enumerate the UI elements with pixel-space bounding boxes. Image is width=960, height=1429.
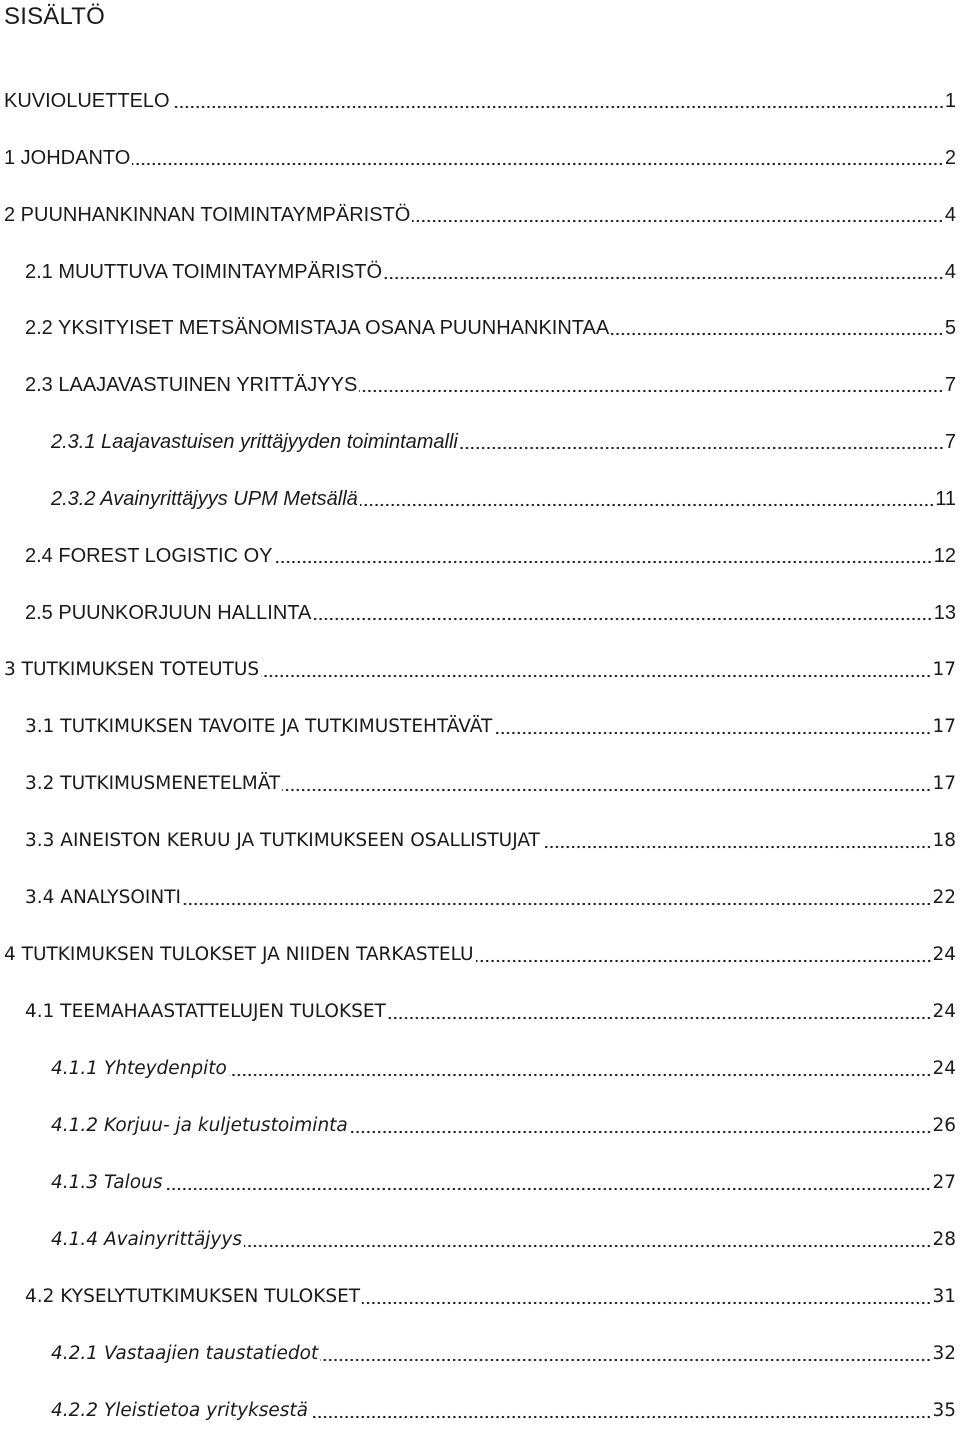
- toc-entry-page: 32: [932, 1343, 956, 1364]
- toc-entry-label: 4.2.2 Yleistietoa yrityksestä: [51, 1400, 308, 1421]
- toc-leader-dots: [274, 560, 932, 564]
- toc-leader-dots: [362, 1301, 931, 1305]
- toc-entry-page: 22: [932, 887, 956, 908]
- toc-entry: [25, 881, 956, 911]
- toc-entry-label: 3.2 TUTKIMUSMENETELMÄT: [25, 773, 281, 794]
- toc-entry-page: 7: [944, 374, 956, 396]
- toc-entry: [51, 1052, 956, 1082]
- toc-entry: [25, 255, 956, 285]
- toc-entry: [25, 539, 956, 569]
- toc-entry: [4, 198, 956, 228]
- toc-entry-page: 24: [932, 1058, 956, 1079]
- toc-entry: [51, 482, 956, 512]
- toc-leader-dots: [350, 1130, 932, 1134]
- toc-leader-dots: [320, 1358, 931, 1362]
- toc-entry: [4, 141, 956, 171]
- toc-entry-page: 35: [932, 1400, 956, 1421]
- toc-entry: [25, 824, 956, 854]
- toc-leader-dots: [384, 276, 944, 280]
- toc-entry-label: 2.5 PUUNKORJUUN HALLINTA: [25, 602, 312, 624]
- toc-entry: [25, 368, 956, 398]
- toc-entry-label: KUVIOLUETTELO: [4, 90, 170, 112]
- toc-entry-page: 5: [944, 317, 956, 339]
- toc-leader-dots: [261, 674, 931, 678]
- toc-entry-page: 17: [932, 716, 956, 737]
- toc-entry-page: 28: [932, 1229, 956, 1250]
- toc-entry-label: 2.3 LAAJAVASTUINEN YRITTÄJYYS: [25, 374, 358, 396]
- toc-entry-label: 3 TUTKIMUKSEN TOTEUTUS: [4, 659, 260, 680]
- toc-entry: [51, 1337, 956, 1367]
- document-title: SISÄLTÖ: [4, 3, 105, 30]
- toc-entry-page: 12: [933, 545, 956, 567]
- toc-entry-label: 3.4 ANALYSOINTI: [25, 887, 181, 908]
- toc-entry-label: 4.1.1 Yhteydenpito: [51, 1058, 227, 1079]
- toc-leader-dots: [460, 446, 944, 450]
- toc-leader-dots: [388, 1016, 932, 1020]
- toc-entry-page: 18: [932, 830, 956, 851]
- toc-entry-page: 24: [932, 1001, 956, 1022]
- toc-entry-label: 4.1.3 Talous: [51, 1172, 163, 1193]
- toc-entry-page: 17: [932, 659, 956, 680]
- toc-leader-dots: [494, 731, 931, 735]
- toc-entry: [25, 710, 956, 740]
- toc-entry-label: 3.3 AINEISTON KERUU JA TUTKIMUKSEEN OSALLISTUJAT: [25, 830, 540, 851]
- toc-entry-page: 7: [944, 431, 956, 453]
- toc-entry: [4, 938, 956, 968]
- toc-leader-dots: [172, 105, 944, 109]
- toc-entry: [25, 311, 956, 341]
- toc-entry-page: 4: [944, 261, 956, 283]
- toc-leader-dots: [132, 162, 944, 166]
- toc-entry: [25, 1280, 956, 1310]
- toc-leader-dots: [183, 902, 931, 906]
- toc-entry-page: 13: [933, 602, 956, 624]
- toc-entry: [25, 767, 956, 797]
- toc-entry-label: 4 TUTKIMUKSEN TULOKSET JA NIIDEN TARKASTELU: [4, 944, 474, 965]
- toc-leader-dots: [360, 503, 934, 507]
- toc-leader-dots: [229, 1073, 932, 1077]
- toc-entry-page: 24: [932, 944, 956, 965]
- toc-entry: [4, 84, 956, 114]
- toc-leader-dots: [359, 389, 944, 393]
- toc-entry-page: 31: [932, 1286, 956, 1307]
- toc-entry-page: 1: [944, 90, 956, 112]
- toc-entry-label: 2.4 FOREST LOGISTIC OY: [25, 545, 273, 567]
- toc-entry-page: 2: [944, 147, 956, 169]
- toc-entry-page: 11: [935, 488, 956, 510]
- toc-entry: [51, 1166, 956, 1196]
- toc-leader-dots: [310, 1415, 931, 1419]
- toc-entry-page: 26: [932, 1115, 956, 1136]
- toc-leader-dots: [313, 617, 932, 621]
- toc-leader-dots: [282, 788, 931, 792]
- toc-entry-label: 2 PUUNHANKINNAN TOIMINTAYMPÄRISTÖ: [4, 204, 411, 226]
- toc-entry-label: 4.1.2 Korjuu- ja kuljetustoiminta: [51, 1115, 348, 1136]
- toc-leader-dots: [244, 1244, 931, 1248]
- toc-entry-page: 4: [944, 204, 956, 226]
- toc-entry: [25, 596, 956, 626]
- toc-entry: [51, 425, 956, 455]
- toc-entry-page: 17: [932, 773, 956, 794]
- toc-entry: [51, 1394, 956, 1424]
- toc-leader-dots: [611, 332, 944, 336]
- toc-leader-dots: [476, 959, 932, 963]
- toc-entry: [51, 1223, 956, 1253]
- toc-leader-dots: [542, 845, 932, 849]
- toc-entry-label: 1 JOHDANTO: [4, 147, 131, 169]
- toc-entry-label: 2.2 YKSITYISET METSÄNOMISTAJA OSANA PUUNHANKINTAA: [25, 317, 610, 339]
- toc-entry-label: 2.3.1 Laajavastuisen yrittäjyyden toimintamalli: [51, 431, 458, 453]
- toc-entry: [4, 653, 956, 683]
- toc-entry: [51, 1109, 956, 1139]
- toc-entry-label: 2.3.2 Avainyrittäjyys UPM Metsällä: [51, 488, 358, 510]
- toc-entry-label: 4.2.1 Vastaajien taustatiedot: [51, 1343, 319, 1364]
- toc-leader-dots: [412, 219, 944, 223]
- toc-entry-page: 27: [932, 1172, 956, 1193]
- toc-entry: [25, 995, 956, 1025]
- toc-entry-label: 4.1.4 Avainyrittäjyys: [51, 1229, 242, 1250]
- toc-leader-dots: [164, 1187, 931, 1191]
- toc-entry-label: 4.2 KYSELYTUTKIMUKSEN TULOKSET: [25, 1286, 361, 1307]
- toc-entry-label: 2.1 MUUTTUVA TOIMINTAYMPÄRISTÖ: [25, 261, 383, 283]
- toc-entry-label: 3.1 TUTKIMUKSEN TAVOITE JA TUTKIMUSTEHTÄVÄT: [25, 716, 493, 737]
- toc-entry-label: 4.1 TEEMAHAASTATTELUJEN TULOKSET: [25, 1001, 386, 1022]
